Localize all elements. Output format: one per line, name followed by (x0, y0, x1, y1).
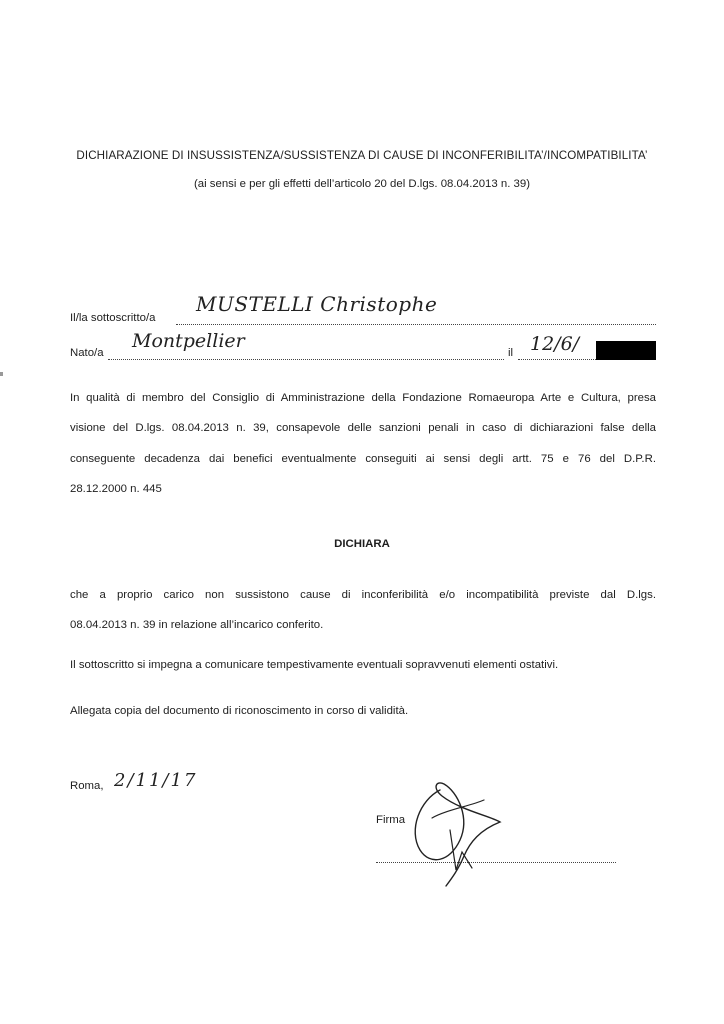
signatory-label: Il/la sottoscritto/a (70, 312, 156, 324)
intro-line: visione del D.lgs. 08.04.2013 n. 39, consapevole delle sanzioni penali in caso di dichiarazioni false della (70, 422, 656, 435)
scan-artifact (0, 372, 3, 376)
signatory-handwritten[interactable]: MUSTELLI Christophe (196, 292, 438, 316)
intro-line: 28.12.2000 n. 445 (70, 482, 162, 495)
declaration-line: 08.04.2013 n. 39 in relazione all’incarico conferito. (70, 619, 324, 632)
intro-line: In qualità di membro del Consiglio di Amministrazione della Fondazione Romaeuropa Arte e Cultura, presa (70, 392, 656, 404)
place-label: Roma, (70, 780, 104, 792)
handwritten-signature-icon[interactable] (380, 770, 520, 890)
commitment-text: Il sottoscritto si impegna a comunicare tempestivamente eventuali sopravvenuti elementi ostativi. (70, 659, 559, 671)
born-label: Nato/a (70, 347, 104, 359)
place-date-handwritten[interactable]: 2/11/17 (114, 770, 198, 791)
intro-paragraph (70, 383, 656, 504)
date-label: il (508, 347, 514, 359)
declaration-line: che a proprio carico non sussistono cause di inconferibilità e/o incompatibilità previste dal D.lgs. (70, 589, 656, 601)
document-subtitle: (ai sensi e per gli effetti dell’articolo 20 del D.lgs. 08.04.2013 n. 39) (193, 178, 530, 190)
section-heading: DICHIARA (334, 538, 390, 550)
redaction-box (596, 341, 656, 360)
document-title: DICHIARAZIONE DI INSUSSISTENZA/SUSSISTENZA DI CAUSE DI INCONFERIBILITA’/INCOMPATIBILITA’ (76, 149, 648, 162)
born-dotted-line (108, 359, 504, 360)
signatory-dotted-line (176, 324, 656, 325)
birthdate-handwritten[interactable]: 12/6/ (530, 333, 580, 355)
signature-label: Firma (376, 814, 406, 826)
intro-line: conseguente decadenza dai benefici eventualmente conseguiti ai sensi degli artt. 75 e 76 del D.P.R. (70, 452, 656, 465)
declaration-paragraph (70, 580, 656, 641)
attachment-text: Allegata copia del documento di riconoscimento in corso di validità. (70, 705, 409, 717)
born-handwritten[interactable]: Montpellier (132, 330, 245, 352)
date-dotted-line (518, 359, 598, 360)
